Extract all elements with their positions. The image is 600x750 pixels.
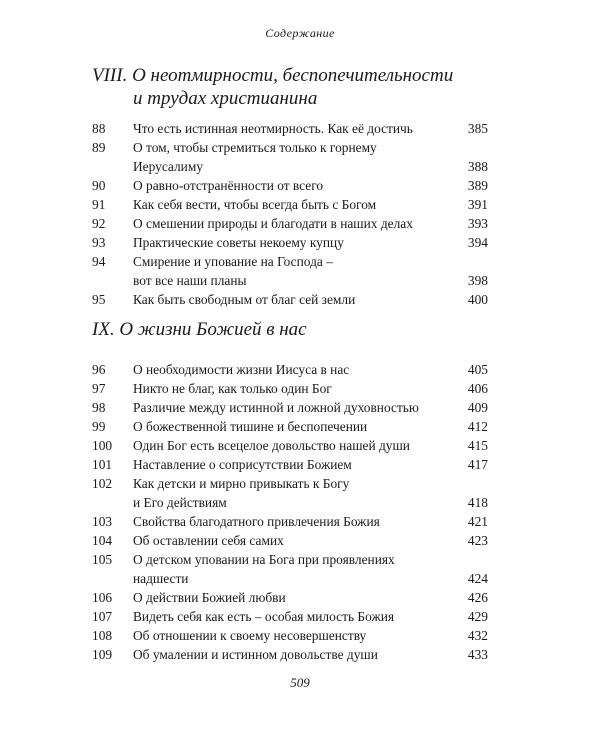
entry-title: Различие между истинной и ложной духовностью <box>133 400 419 415</box>
entry-page-number: 394 <box>467 235 488 250</box>
entry-number: 90 <box>92 178 106 193</box>
entry-title: О том, чтобы стремиться только к горнему <box>133 140 377 155</box>
entry-title: О божественной тишине и беспопечении <box>133 419 368 434</box>
entry-number: 100 <box>92 438 113 453</box>
entry-number: 104 <box>92 533 113 548</box>
section-title-ix <box>92 318 307 341</box>
entry-page-number: 412 <box>467 419 488 434</box>
toc-entry-row <box>92 531 488 550</box>
entry-page-number: 417 <box>467 457 488 472</box>
section-title-viii <box>92 64 453 110</box>
entry-number: 88 <box>92 121 106 136</box>
entry-title: Наставление о соприсутствии Божием <box>133 457 352 472</box>
entry-number: 93 <box>92 235 106 250</box>
entry-title: О смешении природы и благодати в наших делах <box>133 216 413 231</box>
entry-page-number: 406 <box>467 381 488 396</box>
toc-list-viii <box>92 119 488 309</box>
toc-entry-row <box>92 195 488 214</box>
toc-entry-row <box>92 290 488 309</box>
entry-title: Об оставлении себя самих <box>133 533 284 548</box>
entry-title: надшести <box>133 571 189 586</box>
toc-entry-row <box>92 271 488 290</box>
entry-title: Как быть свободным от благ сей земли <box>133 292 356 307</box>
toc-entry-row <box>92 474 488 493</box>
entry-page-number: 388 <box>467 159 488 174</box>
entry-number: 106 <box>92 590 113 605</box>
entry-page-number: 429 <box>467 609 488 624</box>
toc-entry-row <box>92 645 488 664</box>
entry-title: Практические советы некоему купцу <box>133 235 344 250</box>
toc-entry-row <box>92 455 488 474</box>
entry-number: 91 <box>92 197 106 212</box>
section-title-line: IX. О жизни Божией в нас <box>92 319 307 340</box>
entry-page-number: 405 <box>467 362 488 377</box>
entry-title: Смирение и упование на Господа – <box>133 254 333 269</box>
entry-number: 107 <box>92 609 113 624</box>
entry-page-number: 426 <box>467 590 488 605</box>
entry-page-number: 433 <box>467 647 488 662</box>
toc-entry-row <box>92 176 488 195</box>
entry-number: 98 <box>92 400 106 415</box>
entry-title: Об умалении и истинном довольстве души <box>133 647 378 662</box>
running-head: Содержание <box>265 26 335 40</box>
entry-number: 94 <box>92 254 106 269</box>
entry-title: Как себя вести, чтобы всегда быть с Богом <box>133 197 377 212</box>
entry-page-number: 421 <box>467 514 488 529</box>
entry-number: 108 <box>92 628 113 643</box>
entry-number: 101 <box>92 457 113 472</box>
toc-entry-row <box>92 436 488 455</box>
entry-title: Никто не благ, как только один Бог <box>133 381 332 396</box>
entry-title: вот все наши планы <box>133 273 247 288</box>
section-title-line: и трудах христианина <box>133 88 318 109</box>
entry-page-number: 415 <box>467 438 488 453</box>
entry-number: 102 <box>92 476 113 491</box>
entry-page-number: 424 <box>467 571 488 586</box>
entry-title: О детском уповании на Бога при проявлениях <box>133 552 395 567</box>
toc-entry-row <box>92 379 488 398</box>
entry-title: и Его действиям <box>133 495 227 510</box>
entry-title: Об отношении к своему несовершенству <box>133 628 367 643</box>
entry-number: 89 <box>92 140 106 155</box>
entry-number: 97 <box>92 381 106 396</box>
toc-entry-row <box>92 360 488 379</box>
entry-page-number: 385 <box>467 121 488 136</box>
toc-entry-row <box>92 512 488 531</box>
entry-number: 92 <box>92 216 106 231</box>
toc-entry-row <box>92 417 488 436</box>
entry-title: О равно-отстранённости от всего <box>133 178 324 193</box>
toc-entry-row <box>92 119 488 138</box>
entry-title: Свойства благодатного привлечения Божия <box>133 514 380 529</box>
toc-entry-row <box>92 626 488 645</box>
entry-title: Видеть себя как есть – особая милость Божия <box>133 609 395 624</box>
entry-page-number: 418 <box>467 495 488 510</box>
section-title-line: VIII. О неотмирности, беспопечительности <box>92 65 454 86</box>
page-number: 509 <box>290 675 310 690</box>
entry-number: 99 <box>92 419 106 434</box>
entry-page-number: 409 <box>467 400 488 415</box>
entry-title: О необходимости жизни Иисуса в нас <box>133 362 350 377</box>
entry-page-number: 393 <box>467 216 488 231</box>
toc-entry-row <box>92 157 488 176</box>
toc-entry-row <box>92 214 488 233</box>
toc-entry-row <box>92 550 488 569</box>
entry-number: 95 <box>92 292 106 307</box>
entry-page-number: 398 <box>467 273 488 288</box>
toc-entry-row <box>92 607 488 626</box>
toc-entry-row <box>92 138 488 157</box>
toc-entry-row <box>92 493 488 512</box>
toc-entry-row <box>92 588 488 607</box>
entry-title: Иерусалиму <box>133 159 204 174</box>
entry-title: О действии Божией любви <box>133 590 286 605</box>
toc-entry-row <box>92 233 488 252</box>
entry-number: 109 <box>92 647 113 662</box>
toc-entry-row <box>92 569 488 588</box>
toc-entry-row <box>92 252 488 271</box>
entry-page-number: 391 <box>467 197 488 212</box>
entry-number: 103 <box>92 514 113 529</box>
entry-title: Один Бог есть всецелое довольство нашей души <box>133 438 410 453</box>
entry-number: 96 <box>92 362 106 377</box>
entry-title: Что есть истинная неотмирность. Как её достичь <box>133 121 413 136</box>
entry-page-number: 400 <box>467 292 488 307</box>
entry-page-number: 389 <box>467 178 488 193</box>
entry-number: 105 <box>92 552 113 567</box>
toc-entry-row <box>92 398 488 417</box>
entry-page-number: 423 <box>467 533 488 548</box>
entry-page-number: 432 <box>467 628 488 643</box>
entry-title: Как детски и мирно привыкать к Богу <box>133 476 350 491</box>
toc-list-ix <box>92 360 488 664</box>
